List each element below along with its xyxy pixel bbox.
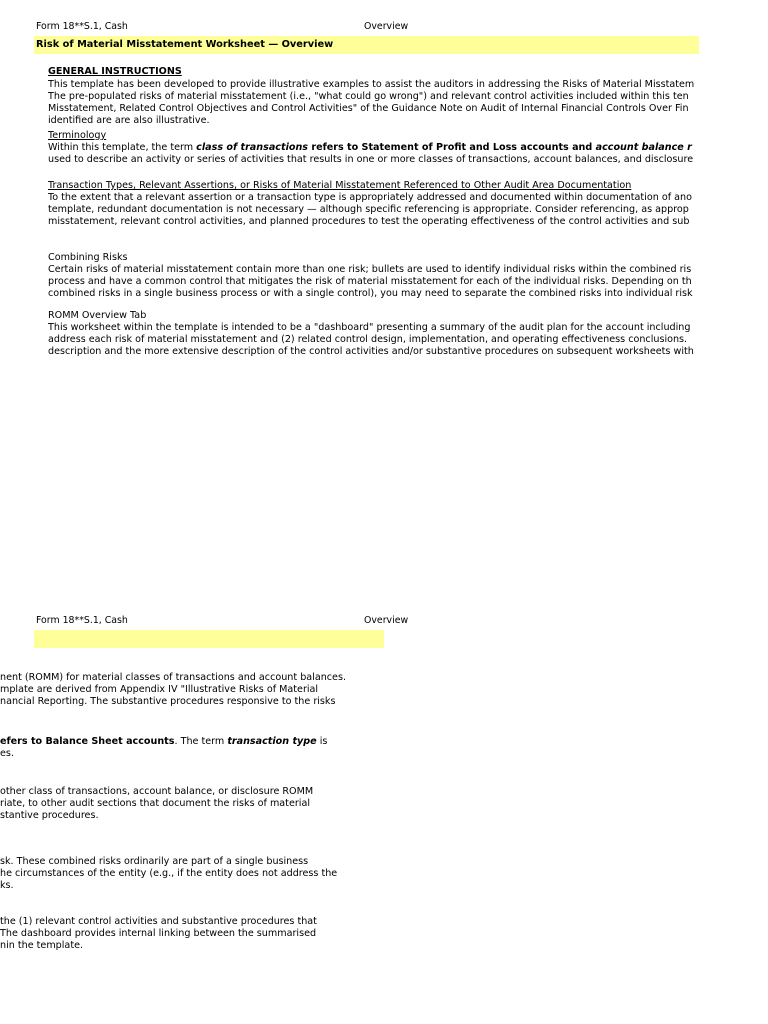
- page2-body: [0, 668, 400, 968]
- general-line-1: This template has been developed to provide illustrative examples to assist the auditors in addressing the Risks of Material Misstatem: [48, 79, 695, 90]
- romm-line-2: address each risk of material misstatement and (2) related control design, implementation, and operating effectiveness conclusions.: [48, 334, 688, 345]
- transaction-line-3: misstatement, relevant control activities, and planned procedures to test the operating effectiveness of the control activities and sub: [48, 216, 690, 227]
- page2-general-line-1: nent (ROMM) for material classes of transactions and account balances.: [0, 672, 347, 683]
- page2-romm-line-1: the (1) relevant control activities and substantive procedures that: [0, 916, 317, 927]
- general-instructions-heading: GENERAL INSTRUCTIONS: [48, 66, 182, 77]
- form-label-page2: Form 18**S.1, Cash: [36, 615, 128, 626]
- page2-romm-line-2: The dashboard provides internal linking between the summarised: [0, 928, 317, 939]
- page2-transaction-line-1: other class of transactions, account balance, or disclosure ROMM: [0, 786, 314, 797]
- transaction-types-heading: Transaction Types, Relevant Assertions, or Risks of Material Misstatement Referenced to Other Audit Area Documentation: [48, 180, 632, 191]
- page2-combining-line-2: he circumstances of the entity (e.g., if the entity does not address the: [0, 868, 338, 879]
- overview-label: Overview: [364, 21, 409, 32]
- romm-overview-heading: ROMM Overview Tab: [48, 310, 147, 321]
- page2-terminology-line-1: efers to Balance Sheet accounts. The term transaction type is: [0, 736, 328, 747]
- terminology-line-2: used to describe an activity or series of activities that results in one or more classes of transactions, account balances, and disclosure: [48, 154, 694, 165]
- transaction-line-1: To the extent that a relevant assertion or a transaction type is appropriately addressed and documented within documentation of ano: [48, 192, 692, 203]
- combining-line-3: combined risks in a single business process or with a single control), you may need to separate the combined risks into individual risk: [48, 288, 693, 299]
- page2-general-line-3: nancial Reporting. The substantive procedures responsive to the risks: [0, 696, 336, 707]
- page2-transaction-line-2: riate, to other audit sections that document the risks of material: [0, 798, 310, 809]
- overview-label-page2: Overview: [364, 615, 409, 626]
- page2-combining-line-3: ks.: [0, 880, 14, 891]
- romm-line-3: description and the more extensive description of the control activities and/or substantive procedures on subsequent worksheets with: [48, 346, 694, 357]
- page2-romm-line-3: nin the template.: [0, 940, 84, 951]
- combining-line-2: process and have a common control that mitigates the risk of material misstatement for each of the individual risks. Depending on th: [48, 276, 692, 287]
- page2-combining-line-1: sk. These combined risks ordinarily are part of a single business: [0, 856, 309, 867]
- combining-line-1: Certain risks of material misstatement contain more than one risk; bullets are used to identify individual risks within the combined ris: [48, 264, 692, 275]
- general-line-4: identified are are also illustrative.: [48, 115, 210, 126]
- combining-risks-heading: Combining Risks: [48, 252, 128, 263]
- page1-body: [0, 60, 699, 360]
- page2-transaction-line-3: stantive procedures.: [0, 810, 99, 821]
- transaction-line-2: template, redundant documentation is not necessary — although specific referencing is appropriate. Consider referencing, as approp: [48, 204, 689, 215]
- terminology-line-1: Within this template, the term class of transactions refers to Statement of Profit and Loss accounts and account balance r: [48, 142, 692, 153]
- page-title: Risk of Material Misstatement Worksheet — Overview: [36, 39, 334, 50]
- page2-terminology-line-2: es.: [0, 748, 14, 759]
- terminology-heading: Terminology: [48, 130, 107, 141]
- romm-line-1: This worksheet within the template is intended to be a "dashboard" presenting a summary of the audit plan for the account including: [48, 322, 691, 333]
- page2-general-line-2: mplate are derived from Appendix IV "Illustrative Risks of Material: [0, 684, 319, 695]
- title-band-page2: [34, 630, 384, 648]
- general-line-3: Misstatement, Related Control Objectives and Control Activities" of the Guidance Note on Audit of Internal Financial Controls Over Fin: [48, 103, 689, 114]
- form-label: Form 18**S.1, Cash: [36, 21, 128, 32]
- general-line-2: The pre-populated risks of material misstatement (i.e., "what could go wrong") and relevant control activities included within this ten: [48, 91, 689, 102]
